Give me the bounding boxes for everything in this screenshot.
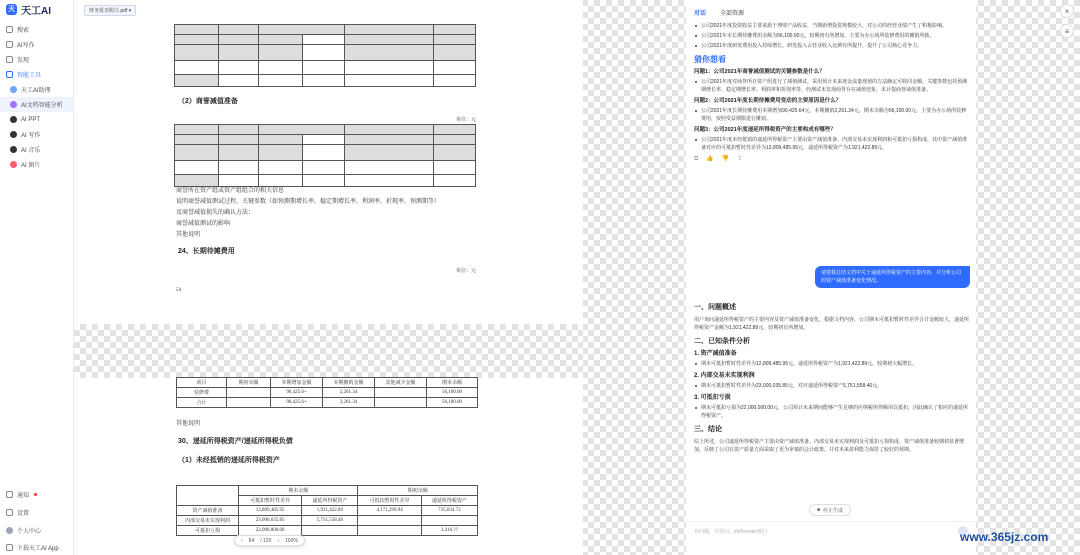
avatar xyxy=(6,527,13,534)
related-title: 猜你想看 xyxy=(694,55,726,64)
goodwill-table-top xyxy=(174,24,476,87)
document-viewer xyxy=(74,0,583,555)
doc-text-line: 商誉减值测试的影响 xyxy=(176,221,231,227)
answer-subheading: 1. 资产减值准备 xyxy=(694,351,737,357)
answer-paragraph: 综上所述，公司递延所得税资产主要由资产减值准备、内部交易未实现利润及可抵扣亏损构成，资产减值准备较期初显著增加，反映了公司在资产质量方面采取了更为审慎的会计政策，并对未来盈利能力保持了较好的预期。 xyxy=(694,439,965,453)
question[interactable]: 问题3：公司2021年度递延所得税资产的主要构成有哪些？ xyxy=(694,127,836,133)
tool-item[interactable]: AI 写作 xyxy=(0,127,73,142)
tool-item[interactable]: AI文档智能分析 xyxy=(0,97,73,112)
table-row: 内部交易未实现利润 23,000,035.85 5,751,558.46 xyxy=(177,516,478,526)
assistant-icon xyxy=(10,86,17,93)
user-message: 请帮我总结文档中关于递延所得税资产的主要内容，并分析公司的资产减值准备变化情况。 xyxy=(815,266,970,288)
tools-icon xyxy=(6,71,13,78)
table-row: 装修费 90,425.6+ 2,261.34 56,100.00 xyxy=(177,388,478,398)
answer-subheading: 2. 内部交易未实现利润 xyxy=(694,373,755,379)
section-heading: （2）商誉减值准备 xyxy=(178,98,238,105)
list-item: 公司2021年末长期待摊费用余额为56,100.00元，较期初有所增加，主要为办公场所装修费用的摊销所致。 xyxy=(694,32,969,40)
close-icon[interactable]: × xyxy=(1060,4,1074,18)
next-page-icon[interactable]: › xyxy=(277,537,280,544)
list-item: 公司2021年度研发费用投入持续增长，研发投入占营业收入比例有所提升，提升了公司核心竞争力。 xyxy=(694,42,969,50)
bell-icon xyxy=(6,491,13,498)
answer-paragraph: 用户询问递延所得税资产的主要内容及资产减值准备变化，根据文档内容，公司期末可抵扣暂时性差异合计金额较大，递延所得税资产金额为1,921,422.89元，较期初有所增加。 xyxy=(694,317,970,331)
document-tab[interactable]: 财务报表附注.pdf ▾ xyxy=(84,5,136,16)
doc-text-line: 其他说明 xyxy=(176,421,201,427)
thumbs-down-icon[interactable]: 👎 xyxy=(721,156,730,162)
answer: 公司2021年度未经抵销的递延所得税资产主要由资产减值准备、内部交易未实现利润和可抵扣亏损构成，其中资产减值准备对应的可抵扣暂时性差异为12,809,485.95元，递延所得税资产为1,921,422.89元。 xyxy=(694,136,969,152)
notification-button[interactable]: 通知 xyxy=(0,485,74,503)
tool-item[interactable]: AI PPT xyxy=(0,112,73,127)
logo-icon: 天 xyxy=(6,4,17,15)
answer-subheading: 3. 可抵扣亏损 xyxy=(694,395,731,401)
answer: 公司2021年度对商誉所在资产组进行了减值测试，采用预计未来现金流量现值的方法确定可收回金额，关键参数包括预测期增长率、稳定期增长率、利润率和折现率等，经测试未发现商誉存在减值迹象，未计提商誉减值准备。 xyxy=(694,78,969,94)
unread-dot xyxy=(34,493,37,496)
doc-text-line: 其他说明 xyxy=(176,232,201,238)
pen-icon xyxy=(6,41,13,48)
section-heading: 24、长期待摊费用 xyxy=(178,248,235,255)
stop-icon: ■ xyxy=(817,507,821,513)
zoom-level[interactable]: 100% xyxy=(285,537,298,544)
image-icon xyxy=(10,161,17,168)
tool-item[interactable]: AI 音乐 xyxy=(0,142,73,157)
chat-input[interactable] xyxy=(686,521,976,555)
doc-analysis-icon xyxy=(10,101,17,108)
list-item: 期末可抵扣亏损为22,000,000.00元，公司预计未来期间能够产生足够的应纳税所得额用以抵扣，因此确认了相应的递延所得税资产。 xyxy=(694,404,969,420)
download-icon xyxy=(6,544,13,551)
unit-label: 单位：元 xyxy=(456,268,477,274)
list-item: 期末可抵扣暂时性差异为12,809,485.95元，递延所得税资产为1,921,422.89元，较期初大幅增长。 xyxy=(694,360,969,368)
table-row: 可抵扣亏损 22,000,000.00 3,416.?? xyxy=(177,526,478,536)
nav-item-writing[interactable]: AI写作 xyxy=(0,37,73,52)
page-gap xyxy=(74,324,583,378)
thumbs-up-icon[interactable]: 👍 xyxy=(706,156,714,162)
menu-icon[interactable]: ≡ xyxy=(1060,24,1074,38)
long-term-expense-table: 项目 期初余额 本期增加金额 本期摊销金额 其他减少金额 期末余额 装修费 90,425.6+ 2,261.34 56,100.00 合计 90,425.6+ 2,261.34 56,100.00 xyxy=(176,377,478,408)
current-page[interactable]: 54 xyxy=(248,537,255,544)
tab-chat[interactable]: 对话 xyxy=(694,11,707,17)
prev-page-icon[interactable]: ‹ xyxy=(241,537,243,544)
page-navigator xyxy=(234,535,305,546)
answer-heading: 二、已知条件分析 xyxy=(694,338,750,345)
logo-text: 天工AI xyxy=(21,5,51,17)
stop-generating-button[interactable]: ■ 停止生成 xyxy=(809,504,851,516)
table-row: 资产减值准备 12,809,485.95 1,921,422.89 4,171,299.94 735,034.72 xyxy=(177,506,478,516)
compass-icon xyxy=(6,56,13,63)
table-row: 合计 90,425.6+ 2,261.34 56,100.00 xyxy=(177,398,478,408)
chat-panel xyxy=(686,0,976,555)
question[interactable]: 问题2：公司2021年度长期待摊费用变动的主要原因是什么？ xyxy=(694,98,842,104)
list-item: 公司2021年度投资收益主要来源于理财产品收益，当期新增投资规模较大，对公司的经营业绩产生了积极影响。 xyxy=(694,22,969,30)
sidebar xyxy=(0,0,74,555)
download-app-link[interactable]: 下载天工AI App xyxy=(0,539,74,555)
settings-button[interactable]: 设置 xyxy=(0,503,74,521)
profile-button[interactable]: 个人中心 xyxy=(0,521,74,539)
answer-heading: 一、问题概述 xyxy=(694,304,736,311)
question[interactable]: 问题1：公司2021年商誉减值测试的关键参数是什么？ xyxy=(694,69,825,75)
search-icon xyxy=(6,26,13,33)
total-pages: / 120 xyxy=(260,537,272,544)
section-heading: （1）未经抵销的递延所得税资产 xyxy=(178,457,280,464)
gear-icon xyxy=(6,509,13,516)
input-placeholder: 有问题，尽管问，shift+enter换行 xyxy=(694,529,768,535)
music-icon xyxy=(10,146,17,153)
page-number: 54 xyxy=(176,288,181,293)
unit-label: 单位：元 xyxy=(456,117,477,123)
answer: 公司2021年度长期待摊费用本期增加90,425.64元，本期摊销2,261.34元，期末余额为56,100.00元，主要为办公场所装修费用，按照受益期限进行摊销。 xyxy=(694,107,969,123)
nav-item-discover[interactable]: 发现 xyxy=(0,52,73,67)
list-item: 期末可抵扣暂时性差异为23,000,035.85元，对应递延所得税资产5,751,558.46元。 xyxy=(694,382,969,390)
deferred-tax-table: 期末余额 期初余额 可抵扣暂时性差异 递延所得税资产 可抵扣暂时性差异 递延所得税资产 资产减值准备 12,809,485.95 1,921,422.89 4,171,299.94 735,034.72 内部交易未实现利润 23,000,035.85 5,751,558.46 可抵扣亏损 22,000,000.00 3,416.?? xyxy=(176,485,478,536)
doc-text-line: 商誉所在资产组或资产组组合的相关信息 xyxy=(176,188,285,194)
nav-item-tools[interactable]: 智能工具 xyxy=(0,67,73,82)
tool-item[interactable]: 天工AI助理 xyxy=(0,82,73,97)
writing-icon xyxy=(10,131,17,138)
section-heading: 30、递延所得税资产/递延所得税负债 xyxy=(178,438,293,445)
answer-heading: 三、结论 xyxy=(694,426,722,433)
nav-item-search[interactable]: 搜索 xyxy=(0,22,73,37)
tool-item[interactable]: AI 图片 xyxy=(0,157,73,172)
doc-text-line: 说明商誉减值测试过程、关键参数（如预测期增长率、稳定期增长率、利润率、折现率、预测期等） xyxy=(176,199,441,205)
goodwill-table-bottom xyxy=(174,124,476,187)
doc-text-line: 及商誉减值损失的确认方法： xyxy=(176,210,255,216)
tab-resources[interactable]: 全部资源 xyxy=(720,11,745,17)
logo[interactable] xyxy=(0,0,73,18)
share-icon[interactable]: ⇪ xyxy=(737,156,743,162)
watermark: www.365jz.com xyxy=(960,530,1049,544)
copy-icon[interactable]: ⧉ xyxy=(694,156,699,162)
ppt-icon xyxy=(10,116,17,123)
